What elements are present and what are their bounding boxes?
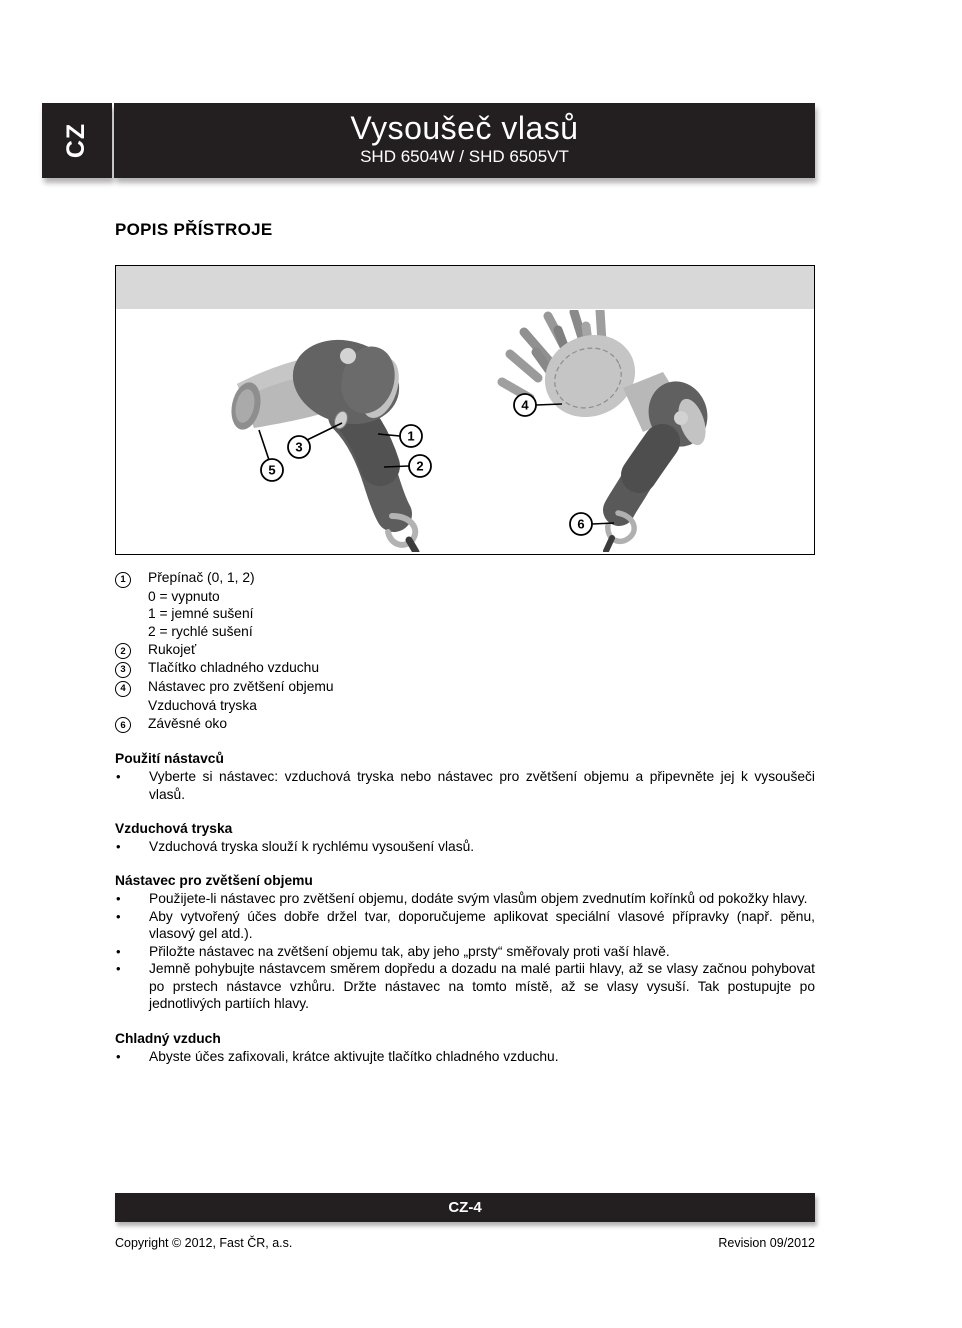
- bullet-marker: •: [116, 943, 121, 959]
- part-label: Tlačítko chladného vzduchu: [148, 660, 320, 676]
- model-numbers: SHD 6504W / SHD 6505VT: [360, 147, 569, 166]
- part-row: [115, 641, 815, 660]
- bullet-marker: •: [116, 961, 121, 977]
- subsection-heading: Chladný vzduch: [115, 1031, 221, 1047]
- part-label: 2 = rychlé sušení: [148, 623, 253, 639]
- bullet-text: Vzduchová tryska slouží k rychlému vysoušení vlasů.: [149, 838, 475, 854]
- bullet-item: [115, 1048, 815, 1066]
- hair-dryer-illustration: [118, 310, 811, 552]
- part-number-badge: 4: [115, 678, 148, 697]
- part-label: Rukojeť: [148, 641, 197, 657]
- bullet-text: Vyberte si nástavec: vzduchová tryska nebo nástavec pro zvětšení objemu a připevněte jej k vysoušeči vlasů.: [149, 768, 815, 802]
- subsection-heading: Nástavec pro zvětšení objemu: [115, 873, 313, 889]
- instruction-section: [115, 1030, 815, 1065]
- footer-meta: [115, 1236, 815, 1250]
- subsection-heading: Vzduchová tryska: [115, 821, 233, 837]
- bullet-item: [115, 943, 815, 961]
- bullet-marker: •: [116, 890, 121, 906]
- part-label: Závěsné oko: [148, 715, 227, 731]
- section-heading: POPIS PŘÍSTROJE: [115, 220, 273, 239]
- part-number-badge: 3: [115, 659, 148, 678]
- part-label: Přepínač (0, 1, 2): [148, 570, 255, 585]
- header-bar: [114, 103, 815, 178]
- bullet-text: Jemně pohybujte nástavcem směrem dopředu a dozadu na malé partii hlavy, až se vlasy začnou pohybovat po prstech nástavce vzhůru. Držte nástavec na tomto místě, až se vlasy vysuší. Tak postupujte po jednotlivých partiích hlavy.: [149, 961, 815, 1012]
- figure-header-band: [116, 266, 814, 309]
- part-number-badge: 2: [115, 641, 148, 660]
- part-row: [115, 623, 815, 641]
- part-row: [115, 659, 815, 678]
- bullet-text: Abyste účes zafixovali, krátce aktivujte tlačítko chladného vzduchu.: [149, 1048, 559, 1064]
- part-number-badge: 1: [115, 569, 148, 588]
- page-content: [115, 220, 815, 1065]
- instruction-section: [115, 872, 815, 1013]
- parts-list: [115, 569, 815, 733]
- bullet-item: [115, 838, 815, 856]
- part-row: [115, 697, 815, 715]
- bullet-text: Použijete-li nástavec pro zvětšení objemu, dodáte svým vlasům objem zvednutím kořínků od pokožky hlavy.: [149, 890, 808, 906]
- svg-text:6: 6: [577, 516, 585, 532]
- instruction-section: [115, 820, 815, 855]
- bullet-marker: •: [116, 908, 121, 924]
- copyright-text: Copyright © 2012, Fast ČR, a.s.: [115, 1236, 293, 1250]
- instruction-sections: [115, 750, 815, 1065]
- footer-page-label: CZ-4: [448, 1199, 482, 1216]
- svg-text:1: 1: [407, 428, 415, 444]
- document-title: Vysoušeč vlasů: [350, 110, 579, 146]
- part-row: [115, 715, 815, 734]
- part-row: [115, 569, 815, 588]
- hair-dryer-left: [227, 328, 416, 552]
- bullet-marker: •: [116, 838, 121, 854]
- part-label: Vzduchová tryska: [148, 697, 257, 713]
- svg-text:5: 5: [268, 462, 276, 478]
- part-row: [115, 605, 815, 623]
- bullet-text: Přiložte nástavec na zvětšení objemu tak, aby jeho „prsty“ směřovaly proti vaší hlavě.: [149, 943, 670, 959]
- svg-text:2: 2: [416, 458, 424, 474]
- bullet-marker: •: [116, 768, 121, 784]
- part-label: 0 = vypnuto: [148, 588, 220, 604]
- part-label: 1 = jemné sušení: [148, 606, 254, 622]
- hair-dryer-right: [502, 310, 716, 551]
- bullet-text: Aby vytvořený účes dobře držel tvar, doporučujeme aplikovat speciální vlasové přípravky (např. pěnu, vlasový gel atd.).: [149, 908, 815, 942]
- svg-text:4: 4: [521, 397, 529, 413]
- part-row: [115, 678, 815, 697]
- bullet-item: [115, 768, 815, 803]
- product-figure: [115, 265, 815, 555]
- part-label: Nástavec pro zvětšení objemu: [148, 679, 334, 695]
- bullet-marker: •: [116, 1048, 121, 1064]
- callout-5: [259, 430, 283, 481]
- language-tab: [42, 103, 112, 178]
- footer-page-bar: [115, 1193, 815, 1222]
- svg-text:3: 3: [295, 439, 303, 455]
- instruction-section: [115, 750, 815, 803]
- subsection-heading: Použití nástavců: [115, 751, 224, 767]
- part-row: [115, 588, 815, 606]
- part-number-badge: 6: [115, 715, 148, 734]
- bullet-item: [115, 960, 815, 1013]
- revision-text: Revision 09/2012: [718, 1236, 815, 1250]
- language-tab-label: CZ: [62, 122, 91, 159]
- bullet-item: [115, 890, 815, 908]
- bullet-item: [115, 908, 815, 943]
